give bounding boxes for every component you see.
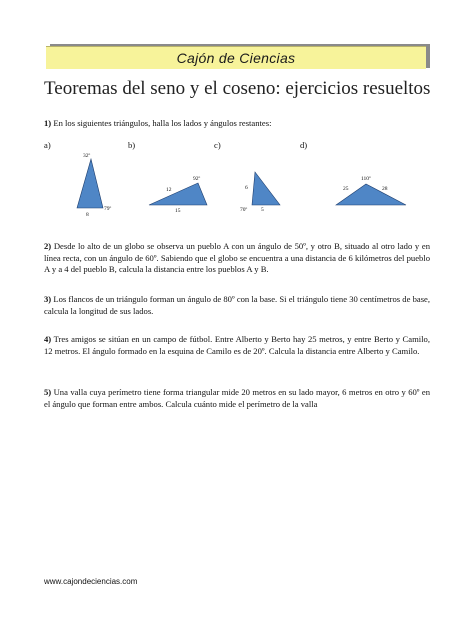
triangle-b-bottom-label: 15 xyxy=(175,208,181,214)
problem-text: En los siguientes triángulos, halla los lados y ángulos restantes: xyxy=(51,118,272,128)
triangle-a-right-label: 79º xyxy=(104,206,112,212)
option-c: c) xyxy=(214,140,221,150)
problem-5 xyxy=(44,387,430,410)
problem-number: 3) xyxy=(44,294,52,304)
triangle-a xyxy=(77,159,103,208)
problem-2 xyxy=(44,241,430,276)
triangle-d-right-label: 28 xyxy=(382,186,388,192)
triangle-b-top-label: 92º xyxy=(193,176,201,182)
triangle-d-top-label: 110º xyxy=(361,176,371,182)
triangle-c xyxy=(252,172,280,205)
problem-text: Desde lo alto de un globo se observa un pueblo A con un ángulo de 50º, y otro B, situado al otro lado y en línea recta, con un ángulo de 60º. Sabiendo que el globo se encuentra a una distancia de 6 kilómetros del pueblo A y a 4 del pueblo B, calcula la distancia entre los pueblos A y B. xyxy=(44,241,430,274)
problem-number: 5) xyxy=(44,387,52,397)
problem-4 xyxy=(44,334,430,357)
option-a: a) xyxy=(44,140,51,150)
triangle-b xyxy=(149,183,207,205)
problem-number: 2) xyxy=(44,241,52,251)
triangle-c-bottom-label: 5 xyxy=(261,207,264,213)
triangle-d-left-label: 25 xyxy=(343,186,349,192)
option-b: b) xyxy=(128,140,136,150)
option-d: d) xyxy=(300,140,308,150)
problem-text: Tres amigos se sitúan en un campo de fútbol. Entre Alberto y Berto hay 25 metros, y entre Berto y Camilo, 12 metros. El ángulo formado en la esquina de Camilo es de 20º. Calcula la distancia entre Alberto y Camilo. xyxy=(44,334,430,356)
problem-text: Una valla cuya perímetro tiene forma triangular mide 20 metros en su lado mayor, 6 metros en otro y 60º en el ángulo que forman entre ambos. Calcula cuánto mide el perímetro de la valla xyxy=(44,387,430,409)
triangle-c-left-label: 6 xyxy=(245,185,248,191)
problem-number: 1) xyxy=(44,118,52,128)
brand-name: Cajón de Ciencias xyxy=(176,50,296,66)
footer-url: www.cajondeciencias.com xyxy=(44,577,138,586)
problem-3 xyxy=(44,294,430,317)
problem-text: Los flancos de un triángulo forman un ángulo de 80º con la base. Si el triángulo tiene 30 centímetros de base, calcula la longitud de sus lados. xyxy=(44,294,430,316)
triangle-b-left-label: 12 xyxy=(166,187,172,193)
triangle-a-bottom-label: 8 xyxy=(86,212,89,218)
problem-number: 4) xyxy=(44,334,52,344)
page-title: Teoremas del seno y el coseno: ejercicios resueltos xyxy=(44,78,431,99)
triangle-c-bottom-left-label: 70º xyxy=(240,207,248,213)
triangle-a-top-label: 32º xyxy=(83,153,91,159)
